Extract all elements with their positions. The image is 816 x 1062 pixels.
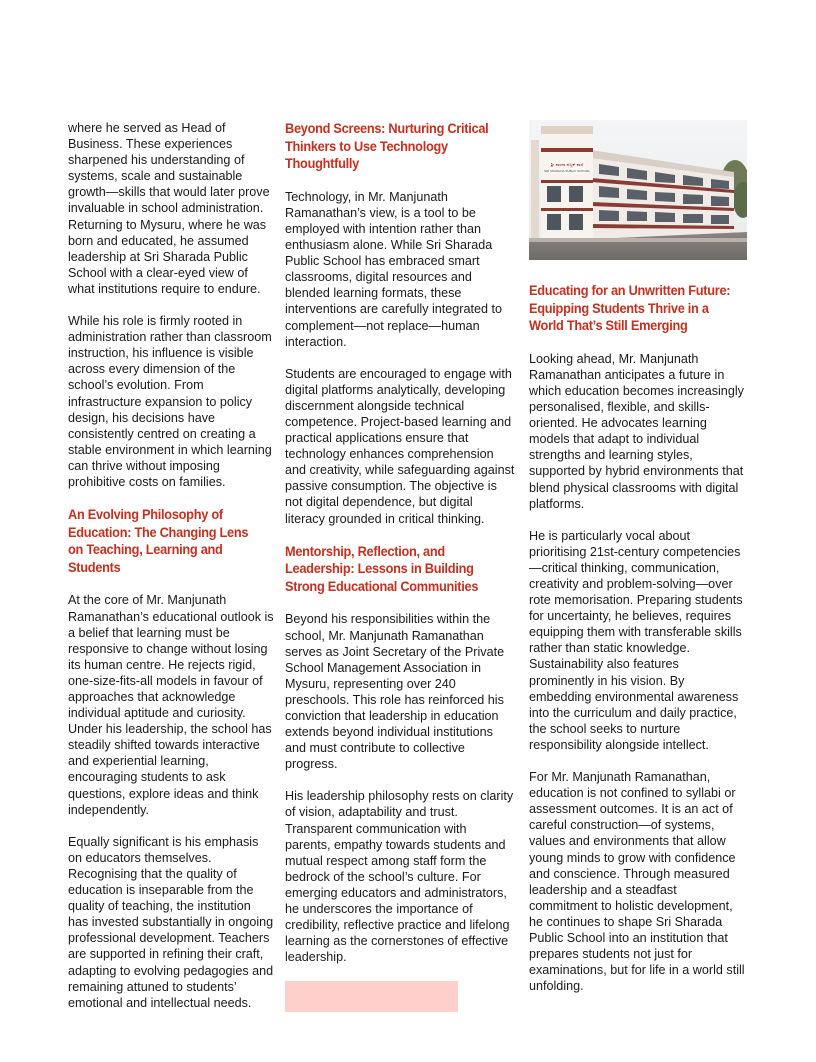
body-paragraph: Equally significant is his emphasis on educators themselves. Recognising that the quality of education is inseparable from the quality of teaching, the institution has invested substantially in ongoing professional development. Teachers are supported in refining their craft, adapting to evolving pedagogies and remaining attuned to students’ emotional and intellectual needs. <box>68 834 274 1010</box>
body-paragraph: Students are encouraged to engage with digital platforms analytically, developing discernment alongside technical competence. Project-based learning and practical applications ensure that technology enhances comprehension and creativity, while safeguarding against passive consumption. The objective is not digital dependence, but digital literacy grounded in critical thinking. <box>285 366 515 526</box>
section-heading-evolving-philosophy: An Evolving Philosophy of Education: The Changing Lens on Teaching, Learning and Students <box>68 507 249 575</box>
school-sign-kannada: ಶ್ರೀ ಶಾರದಾ ಪಬ್ಲಿಕ್ ಶಾಲೆ <box>550 162 584 167</box>
article-column-1 <box>68 120 274 1027</box>
article-column-3 <box>529 120 747 1010</box>
section-heading-beyond-screens: Beyond Screens: Nurturing Critical Thinkers to Use Technology Thoughtfully <box>285 121 489 172</box>
body-paragraph: Looking ahead, Mr. Manjunath Ramanathan anticipates a future in which education becomes increasingly personalised, flexible, and skills-oriented. He advocates learning models that adapt to individual strengths and learning styles, supported by hybrid environments that blend physical classrooms with digital platforms. <box>529 351 744 511</box>
section-heading-mentorship: Mentorship, Reflection, and Leadership: Lessons in Building Strong Educational Communities <box>285 543 479 594</box>
article-column-2 <box>285 120 515 1012</box>
body-paragraph: Beyond his responsibilities within the school, Mr. Manjunath Ramanathan serves as Joint Secretary of the Private School Management Association in Mysuru, representing over 240 preschools. This role has reinforced his conviction that leadership in education extends beyond individual institutions and must contribute to collective progress. <box>285 612 505 772</box>
body-paragraph: While his role is firmly rooted in administration rather than classroom instruction, his influence is visible across every dimension of the school’s evolution. From infrastructure expansion to policy design, his decisions have consistently centred on creating a stable environment in which learning can thrive without imposing prohibitive costs on families. <box>68 314 272 489</box>
body-paragraph: At the core of Mr. Manjunath Ramanathan’s educational outlook is a belief that learning must be responsive to change without losing its human centre. He rejects rigid, one-size-fits-all models in favour of approaches that acknowledge individual aptitude and curiosity. Under his leadership, the school has steadily shifted towards interactive and experiential learning, encouraging students to ask questions, explore ideas and think independently. <box>68 593 274 817</box>
body-paragraph: His leadership philosophy rests on clarity of vision, adaptability and trust. Transparent communication with parents, empathy towards students and mutual respect among staff form the bedrock of the school’s culture. For emerging educators and administrators, he underscores the importance of credibility, reflective practice and lifelong learning as the cornerstones of effective leadership. <box>285 789 514 965</box>
decorative-pink-box <box>285 981 458 1012</box>
body-paragraph: where he served as Head of Business. These experiences sharpened his understanding of systems, scale and sustainable growth—skills that would later prove invaluable in school administration. Returning to Mysuru, where he was born and educated, he assumed leadership at Sri Sharada Public School with a clear-eyed view of what institutions require to endure. <box>68 121 270 296</box>
school-building-photo <box>529 120 747 260</box>
body-paragraph: He is particularly vocal about prioritising 21st-century competencies—critical thinking, communication, creativity and problem-solving—over rote memorisation. Preparing students for uncertainty, he believes, requires equipping them with transferable skills rather than static knowledge. Sustainability also features prominently in his vision. By embedding environmental awareness into the curriculum and daily practice, the school seeks to nurture responsibility alongside intellect. <box>529 528 743 752</box>
section-heading-unwritten-future: Educating for an Unwritten Future: Equipping Students Thrive in a World That’s Still Emerging <box>529 283 731 334</box>
body-paragraph: Technology, in Mr. Manjunath Ramanathan’s view, is a tool to be employed with intention rather than enthusiasm alone. While Sri Sharada Public School has embraced smart classrooms, digital resources and blended learning formats, these interventions are carefully integrated to complement—not replace—human interaction. <box>285 189 503 349</box>
body-paragraph: For Mr. Manjunath Ramanathan, education is not confined to syllabi or assessment outcomes. It is an act of careful construction—of systems, values and environments that allow young minds to grow with confidence and conscience. Through measured leadership and a steadfast commitment to holistic development, he continues to shape Sri Sharada Public School into an institution that prepares students not just for examinations, but for life in a world still unfolding. <box>529 770 745 994</box>
school-sign-english: SRI SHARADA PUBLIC SCHOOL <box>544 169 590 173</box>
